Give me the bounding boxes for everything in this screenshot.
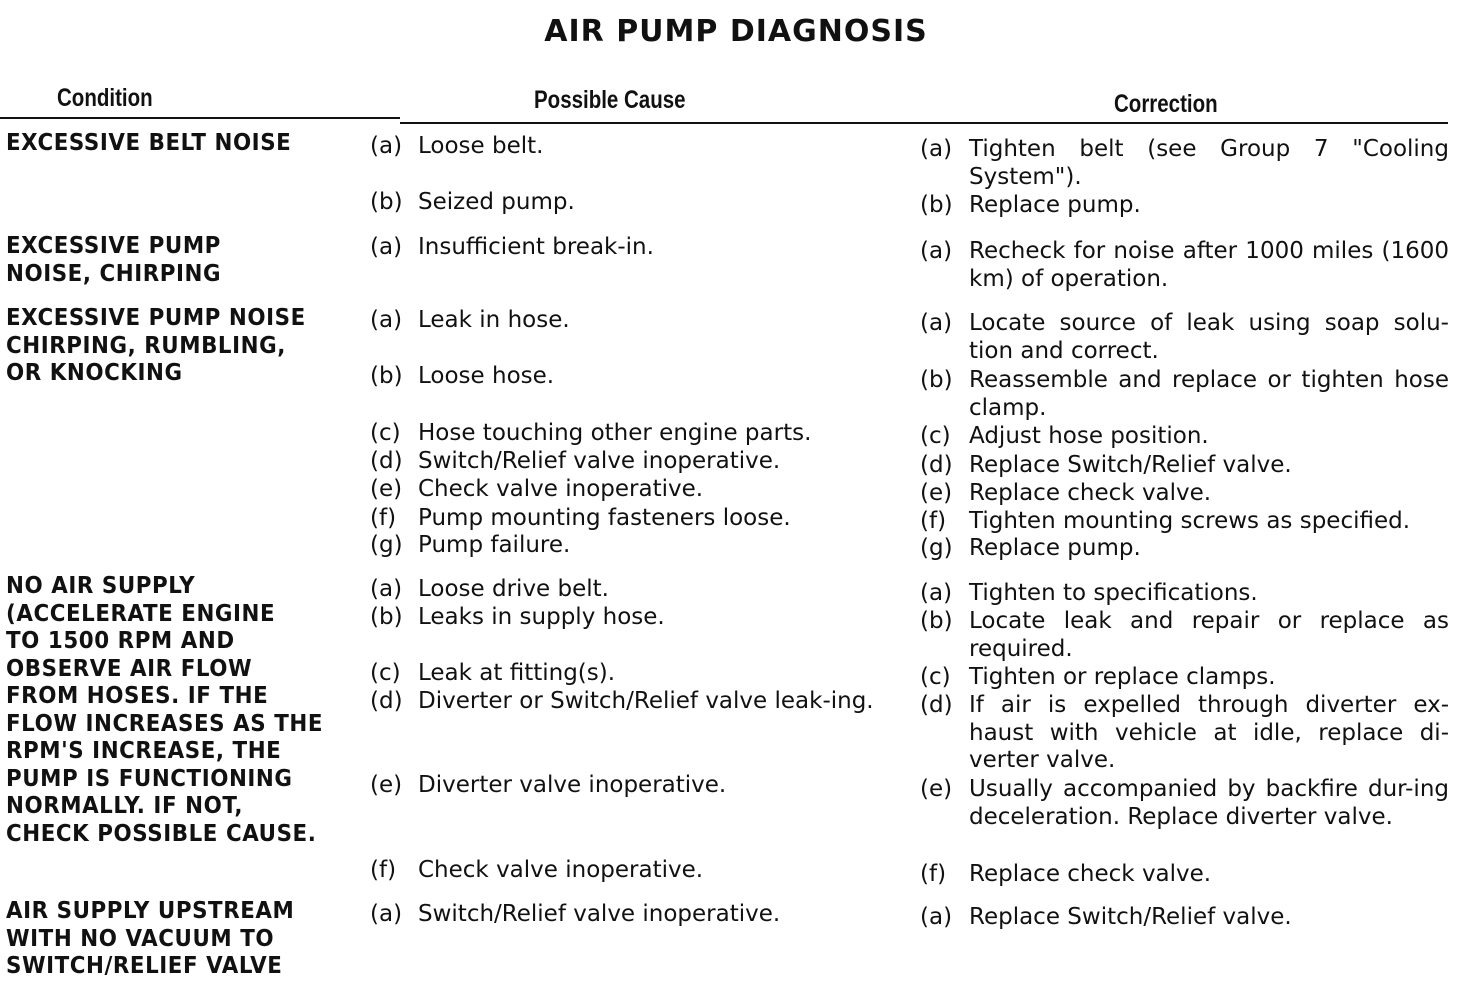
item-letter: (d) bbox=[370, 448, 403, 474]
item-letter: (b) bbox=[920, 608, 953, 634]
item-letter: (c) bbox=[370, 420, 401, 446]
correction-text: Replace Switch/Relief valve. bbox=[969, 452, 1292, 478]
item-letter: (f) bbox=[370, 505, 397, 531]
cause-text: Leaks in supply hose. bbox=[418, 604, 665, 630]
item-letter: (c) bbox=[920, 423, 951, 449]
correction-text: Tighten or replace clamps. bbox=[969, 664, 1276, 690]
cause-text: Insufficient break-in. bbox=[418, 234, 654, 260]
item-letter: (g) bbox=[920, 535, 953, 561]
column-header-condition: Condition bbox=[57, 84, 153, 112]
cause-text: Diverter valve inoperative. bbox=[418, 772, 727, 798]
cause-text: Pump failure. bbox=[418, 532, 571, 558]
correction-text: Tighten mounting screws as specified. bbox=[969, 508, 1411, 534]
item-letter: (d) bbox=[920, 452, 953, 478]
item-letter: (a) bbox=[920, 904, 953, 930]
item-letter: (e) bbox=[370, 476, 403, 502]
correction-text: Replace check valve. bbox=[969, 861, 1212, 887]
item-letter: (b) bbox=[370, 189, 403, 215]
cause-text: Seized pump. bbox=[418, 189, 575, 215]
correction-text: Replace check valve. bbox=[969, 480, 1212, 506]
item-letter: (e) bbox=[370, 772, 403, 798]
condition-no-air-supply: NO AIR SUPPLY (ACCELERATE ENGINE TO 1500 RPM AND OBSERVE AIR FLOW FROM HOSES. IF THE FLOW INCREASES AS THE RPM'S INCREASE, THE PUMP IS FUNCTIONING NORMALLY. IF NOT, CHECK POSSIBLE CAUSE. bbox=[6, 573, 323, 847]
correction-text: Adjust hose position. bbox=[969, 423, 1209, 449]
item-letter: (b) bbox=[370, 363, 403, 389]
item-letter: (a) bbox=[920, 310, 953, 336]
correction-text: Replace Switch/Relief valve. bbox=[969, 904, 1292, 930]
item-letter: (a) bbox=[370, 133, 403, 159]
header-rule-left bbox=[0, 117, 400, 119]
item-letter: (f) bbox=[920, 861, 947, 887]
condition-air-supply-upstream: AIR SUPPLY UPSTREAM WITH NO VACUUM TO SWITCH/RELIEF VALVE bbox=[6, 898, 295, 979]
cause-text: Leak at fitting(s). bbox=[418, 660, 616, 686]
correction-text: Usually accompanied by backfire dur-ing deceleration. Replace diverter valve. bbox=[969, 776, 1449, 830]
column-header-correction: Correction bbox=[1114, 90, 1218, 118]
condition-excessive-pump-noise: EXCESSIVE PUMP NOISE, CHIRPING bbox=[6, 233, 222, 287]
correction-text: Tighten to specifications. bbox=[969, 580, 1258, 606]
header-rule-right bbox=[400, 122, 1448, 124]
correction-text: Locate leak and repair or replace as required. bbox=[969, 608, 1449, 662]
item-letter: (a) bbox=[920, 580, 953, 606]
item-letter: (a) bbox=[920, 238, 953, 264]
cause-text: Loose drive belt. bbox=[418, 576, 609, 602]
correction-text: Recheck for noise after 1000 miles (1600 km) of operation. bbox=[969, 238, 1449, 292]
item-letter: (c) bbox=[920, 664, 951, 690]
item-letter: (a) bbox=[370, 901, 403, 927]
item-letter: (g) bbox=[370, 532, 403, 558]
cause-text: Switch/Relief valve inoperative. bbox=[418, 448, 781, 474]
item-letter: (e) bbox=[920, 480, 953, 506]
page-title: AIR PUMP DIAGNOSIS bbox=[544, 14, 928, 49]
cause-text: Pump mounting fasteners loose. bbox=[418, 505, 791, 531]
item-letter: (b) bbox=[370, 604, 403, 630]
correction-text: Reassemble and replace or tighten hose clamp. bbox=[969, 367, 1449, 421]
cause-text: Loose belt. bbox=[418, 133, 544, 159]
cause-text: Loose hose. bbox=[418, 363, 555, 389]
item-letter: (f) bbox=[920, 508, 947, 534]
correction-text: Locate source of leak using soap solu-tion and correct. bbox=[969, 310, 1449, 364]
cause-text: Check valve inoperative. bbox=[418, 857, 704, 883]
item-letter: (a) bbox=[370, 307, 403, 333]
correction-text: If air is expelled through diverter ex-haust with vehicle at idle, replace di-verter valve. bbox=[969, 692, 1449, 773]
item-letter: (b) bbox=[920, 192, 953, 218]
condition-excessive-belt-noise: EXCESSIVE BELT NOISE bbox=[6, 130, 292, 156]
correction-text: Replace pump. bbox=[969, 192, 1141, 218]
cause-text: Leak in hose. bbox=[418, 307, 570, 333]
cause-text: Diverter or Switch/Relief valve leak-ing. bbox=[418, 688, 874, 714]
item-letter: (d) bbox=[920, 692, 953, 718]
cause-text: Switch/Relief valve inoperative. bbox=[418, 901, 781, 927]
item-letter: (a) bbox=[370, 576, 403, 602]
cause-text: Check valve inoperative. bbox=[418, 476, 704, 502]
item-letter: (a) bbox=[920, 136, 953, 162]
item-letter: (a) bbox=[370, 234, 403, 260]
item-letter: (f) bbox=[370, 857, 397, 883]
condition-pump-noise-rumbling: EXCESSIVE PUMP NOISE CHIRPING, RUMBLING, OR KNOCKING bbox=[6, 305, 306, 386]
column-header-possible-cause: Possible Cause bbox=[534, 86, 686, 114]
item-letter: (c) bbox=[370, 660, 401, 686]
item-letter: (b) bbox=[920, 367, 953, 393]
item-letter: (e) bbox=[920, 776, 953, 802]
correction-text: Tighten belt (see Group 7 "Cooling System"). bbox=[969, 136, 1449, 190]
correction-text: Replace pump. bbox=[969, 535, 1141, 561]
item-letter: (d) bbox=[370, 688, 403, 714]
cause-text: Hose touching other engine parts. bbox=[418, 420, 812, 446]
